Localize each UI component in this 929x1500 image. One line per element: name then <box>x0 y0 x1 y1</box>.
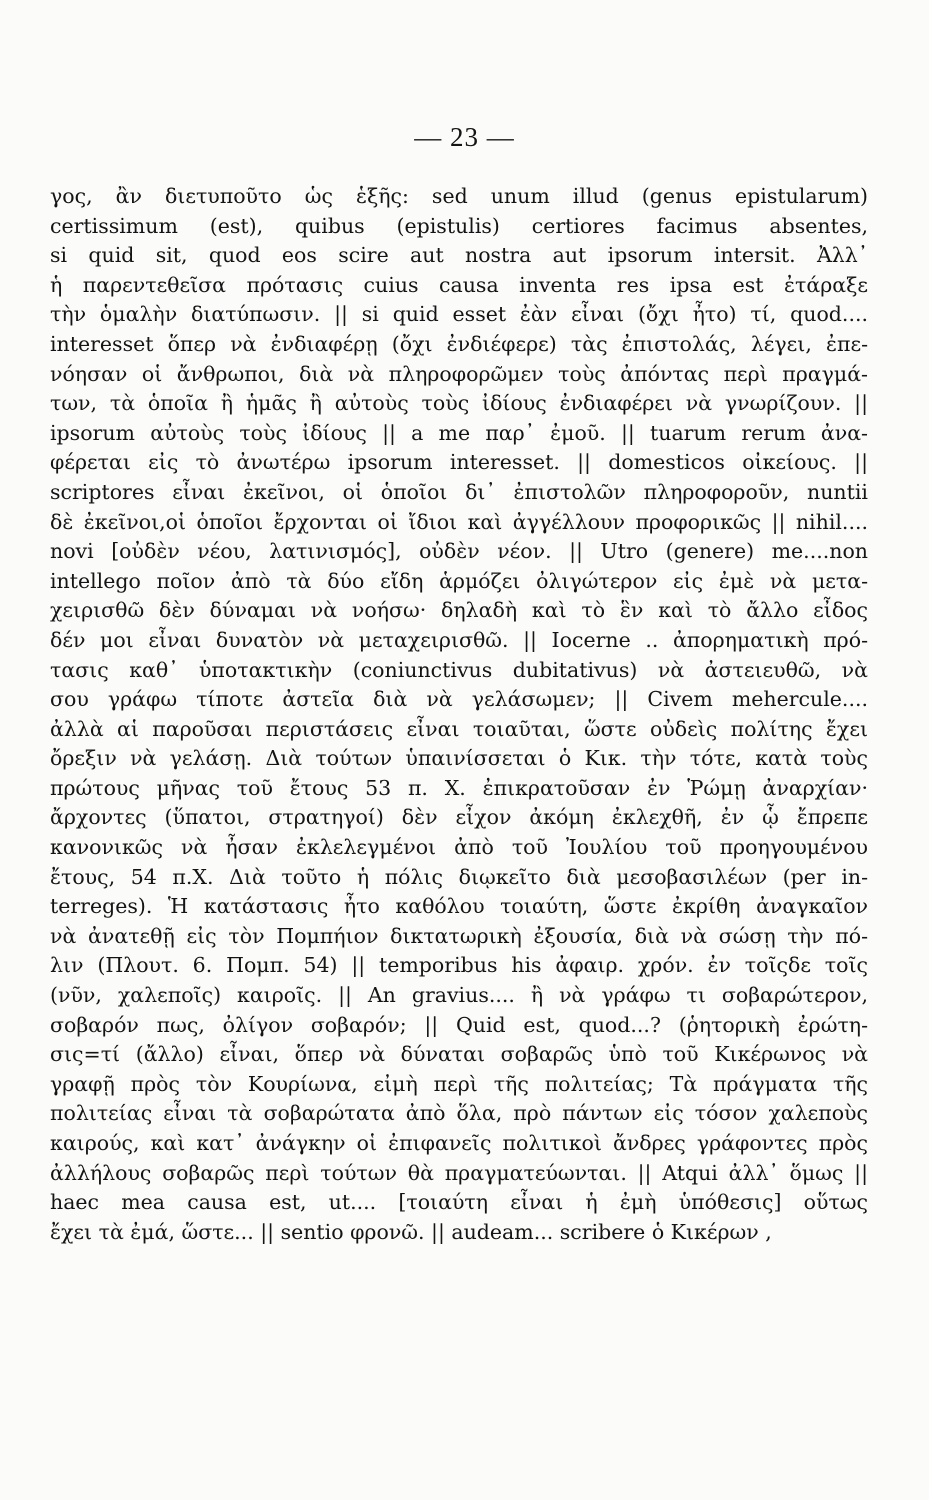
text-line: τασις καθ᾽ ὑποτακτικὴν (coniunctivus dubitativus) νὰ ἀστειευθῶ, νὰ <box>50 657 868 682</box>
text-line: τὴν ὁμαλὴν διατύπωσιν. || si quid esset ἐὰν εἶναι (ὄχι ἦτο) τί, quod.... <box>50 302 868 327</box>
text-line: λιν (Πλουτ. 6. Πομπ. 54) || temporibus his ἀφαιρ. χρόν. ἐν τοῖςδε τοῖς <box>50 953 868 978</box>
text-line: certissimum (est), quibus (epistulis) certiores facimus absentes, <box>50 213 868 238</box>
text-line: νόησαν οἱ ἄνθρωποι, διὰ νὰ πληροφορῶμεν τοὺς ἀπόντας περὶ πραγμά- <box>50 361 868 386</box>
text-line: σις=τί (ἄλλο) εἶναι, ὅπερ νὰ δύναται σοβαρῶς ὑπὸ τοῦ Κικέρωνος νὰ <box>50 1042 868 1067</box>
text-line: novi [οὐδὲν νέου, λατινισμός], οὐδὲν νέον. || Utro (genere) me....non <box>50 539 868 564</box>
text-line: χειρισθῶ δὲν δύναμαι νὰ νοήσω· δηλαδὴ καὶ τὸ ἓν καὶ τὸ ἄλλο εἶδος <box>50 598 868 623</box>
text-line: δὲ ἐκεῖνοι,οἱ ὁποῖοι ἔρχονται οἱ ἴδιοι καὶ ἀγγέλλουν προφορικῶς || nihil.... <box>50 509 868 534</box>
text-line: (νῦν, χαλεποῖς) καιροῖς. || An gravius.... ἢ νὰ γράφω τι σοβαρώτερον, <box>50 983 868 1008</box>
text-line: si quid sit, quod eos scire aut nostra aut ipsorum intersit. Ἀλλ᾽ <box>50 243 868 268</box>
text-line: σοβαρόν πως, ὀλίγον σοβαρόν; || Quid est, quod...? (ῥητορικὴ ἐρώτη- <box>50 1012 868 1037</box>
text-line: καιρούς, καὶ κατ᾽ ἀνάγκην οἱ ἐπιφανεῖς πολιτικοὶ ἄνδρες γράφοντες πρὸς <box>50 1131 868 1155</box>
commentary-text <box>50 182 868 1247</box>
text-line: γος, ἂν διετυποῦτο ὡς ἑξῆς: sed unum illud (genus epistularum) <box>50 184 868 208</box>
text-line: intellego ποῖον ἀπὸ τὰ δύο εἴδη ἁρμόζει ὀλιγώτερον εἰς ἐμὲ νὰ μετα- <box>50 568 868 593</box>
text-line: ἄρχοντες (ὕπατοι, στρατηγοί) δὲν εἶχον ἀκόμη ἐκλεχθῆ, ἐν ᾧ ἔπρεπε <box>50 805 868 830</box>
text-line: ἡ παρεντεθεῖσα πρότασις cuius causa inventa res ipsa est ἐτάραξε <box>50 272 868 297</box>
text-line: terreges). Ἡ κατάστασις ἦτο καθόλου τοιαύτη, ὥστε ἐκρίθη ἀναγκαῖον <box>50 894 868 919</box>
text-line: φέρεται εἰς τὸ ἀνωτέρω ipsorum interesset. || domesticos οἰκείους. || <box>50 450 868 475</box>
text-line: πολιτείας εἶναι τὰ σοβαρώτατα ἀπὸ ὅλα, πρὸ πάντων εἰς τόσον χαλεποὺς <box>50 1101 868 1126</box>
text-line: ὄρεξιν νὰ γελάσῃ. Διὰ τούτων ὑπαινίσσεται ὁ Κικ. τὴν τότε, κατὰ τοὺς <box>50 746 868 771</box>
text-line: scriptores εἶναι ἐκεῖνοι, οἱ ὁποῖοι δι᾽ ἐπιστολῶν πληροφοροῦν, nuntii <box>50 479 868 504</box>
text-line: δέν μοι εἶναι δυνατὸν νὰ μεταχειρισθῶ. || Iocerne .. ἀπορηματικὴ πρό- <box>50 627 868 652</box>
text-line: γραφῇ πρὸς τὸν Κουρίωνα, εἰμὴ περὶ τῆς πολιτείας; Τὰ πράγματα τῆς <box>50 1071 868 1096</box>
text-line: ἔχει τὰ ἐμά, ὥστε... || sentio φρονῶ. || audeam... scribere ὁ Κικέρων , <box>50 1219 772 1244</box>
text-line: κανονικῶς νὰ ἦσαν ἐκλελεγμένοι ἀπὸ τοῦ Ἰουλίου τοῦ προηγουμένου <box>50 835 868 860</box>
text-line: haec mea causa est, ut.... [τοιαύτη εἶναι ἡ ἐμὴ ὑπόθεσις] οὕτως <box>50 1190 868 1215</box>
text-line: των, τὰ ὁποῖα ἢ ἡμᾶς ἢ αὐτοὺς τοὺς ἰδίους ἐνδιαφέρει νὰ γνωρίζουν. || <box>50 391 868 416</box>
text-line: νὰ ἀνατεθῇ εἰς τὸν Πομπήιον δικτατωρικὴ ἐξουσία, διὰ νὰ σώσῃ τὴν πό- <box>50 923 868 948</box>
text-line: ἔτους, 54 π.Χ. Διὰ τοῦτο ἡ πόλις διῳκεῖτο διὰ μεσοβασιλέων (per in- <box>50 864 868 889</box>
text-line: ipsorum αὐτοὺς τοὺς ἰδίους || a me παρ᾽ ἐμοῦ. || tuarum rerum ἀνα- <box>50 420 868 445</box>
text-line: πρώτους μῆνας τοῦ ἔτους 53 π. Χ. ἐπικρατοῦσαν ἐν Ῥώμῃ ἀναρχίαν· <box>50 775 868 800</box>
text-line: ἀλλήλους σοβαρῶς περὶ τούτων θὰ πραγματεύωνται. || Atqui ἀλλ᾽ ὅμως || <box>50 1160 868 1185</box>
text-line: σου γράφω τίποτε ἀστεῖα διὰ νὰ γελάσωμεν; || Civem mehercule.... <box>50 687 868 712</box>
page-number: — 23 — <box>414 122 515 152</box>
text-line: ἀλλὰ αἱ παροῦσαι περιστάσεις εἶναι τοιαῦται, ὥστε οὐδεὶς πολίτης ἔχει <box>50 716 868 741</box>
text-line: interesset ὅπερ νὰ ἐνδιαφέρῃ (ὄχι ἐνδιέφερε) τὰς ἐπιστολάς, λέγει, ἐπε- <box>50 331 868 356</box>
